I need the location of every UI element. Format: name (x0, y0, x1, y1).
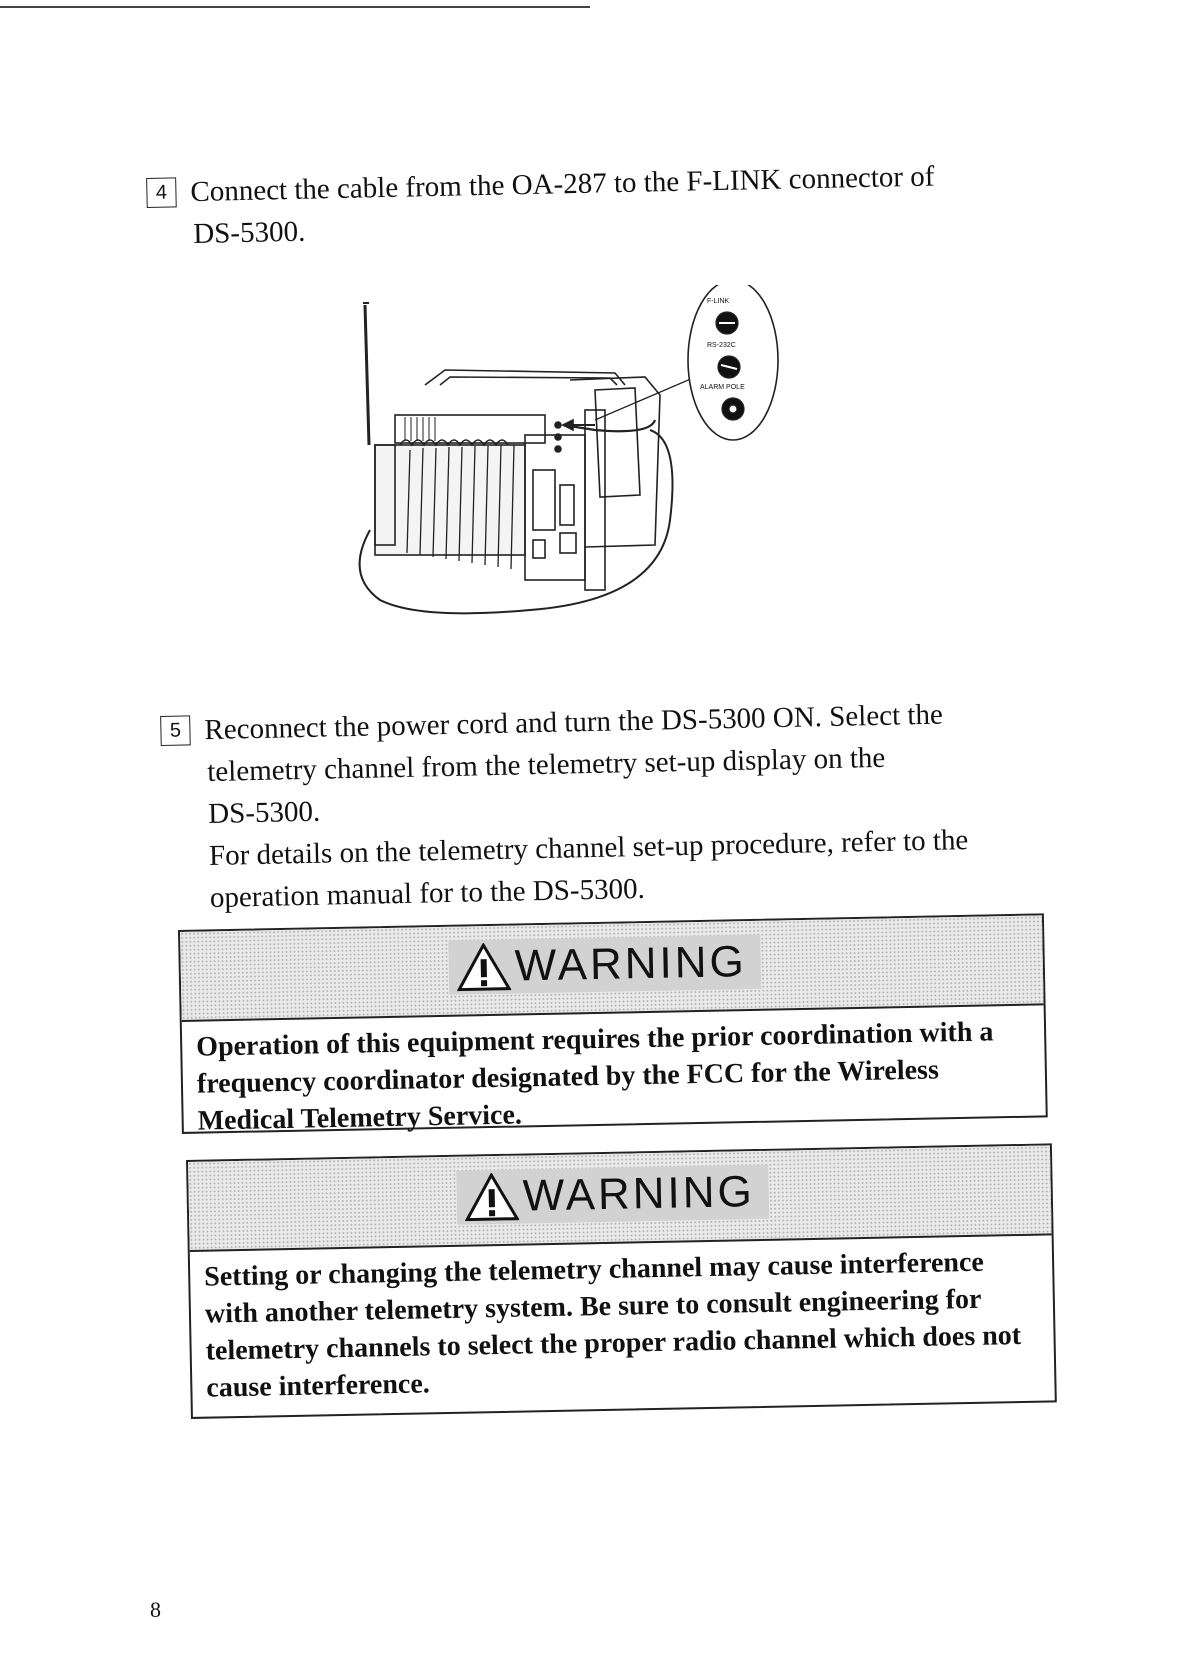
step-5 (160, 693, 970, 920)
warning-triangle-icon (456, 943, 511, 992)
warning-text-2: Setting or changing the telemetry channel may cause interference with another telemetry system. Be sure to consult engineering for telemetry channels to select the proper radio channel which does not cause interference. (203, 1246, 1022, 1404)
step-number-4: 4 (146, 177, 177, 208)
ds5300-connection-figure (355, 285, 795, 615)
warning-title-2: WARNING (456, 1165, 769, 1225)
warning-text-1: Operation of this equipment requires the prior coordination with a frequency coordinator designated by the FCC for the Wireless Medical Telemetry Service. (195, 1016, 994, 1137)
alarm-pole-label: ALARM POLE (700, 384, 745, 391)
step-number-5: 5 (160, 715, 191, 746)
step-4 (146, 155, 936, 256)
f-link-label: F-LINK (707, 298, 730, 305)
page-number: 8 (150, 1597, 161, 1622)
step-5-line-3: DS-5300. (207, 795, 321, 831)
step-5-line-1: 5 Reconnect the power cord and turn the DS-5300 ON. Select the (160, 693, 966, 752)
step-4-line-1: 4 Connect the cable from the OA-287 to the F-LINK connector of (146, 155, 935, 214)
rs232c-label: RS-232C (707, 342, 736, 349)
top-rule (0, 6, 590, 8)
warning-box-2 (186, 1143, 1057, 1419)
warning-title-1: WARNING (448, 935, 761, 995)
step-5-line-2: telemetry channel from the telemetry set-up display on the (206, 741, 886, 789)
warning-triangle-icon (464, 1173, 519, 1222)
warning-header-2 (188, 1145, 1052, 1252)
warning-box-1 (178, 913, 1048, 1137)
step-5-line-5: operation manual for to the DS-5300. (209, 873, 646, 915)
step-4-line-2: DS-5300. (192, 215, 306, 251)
step-5-line-4: For details on the telemetry channel set-up procedure, refer to the (208, 824, 969, 873)
warning-header-1 (180, 915, 1044, 1022)
